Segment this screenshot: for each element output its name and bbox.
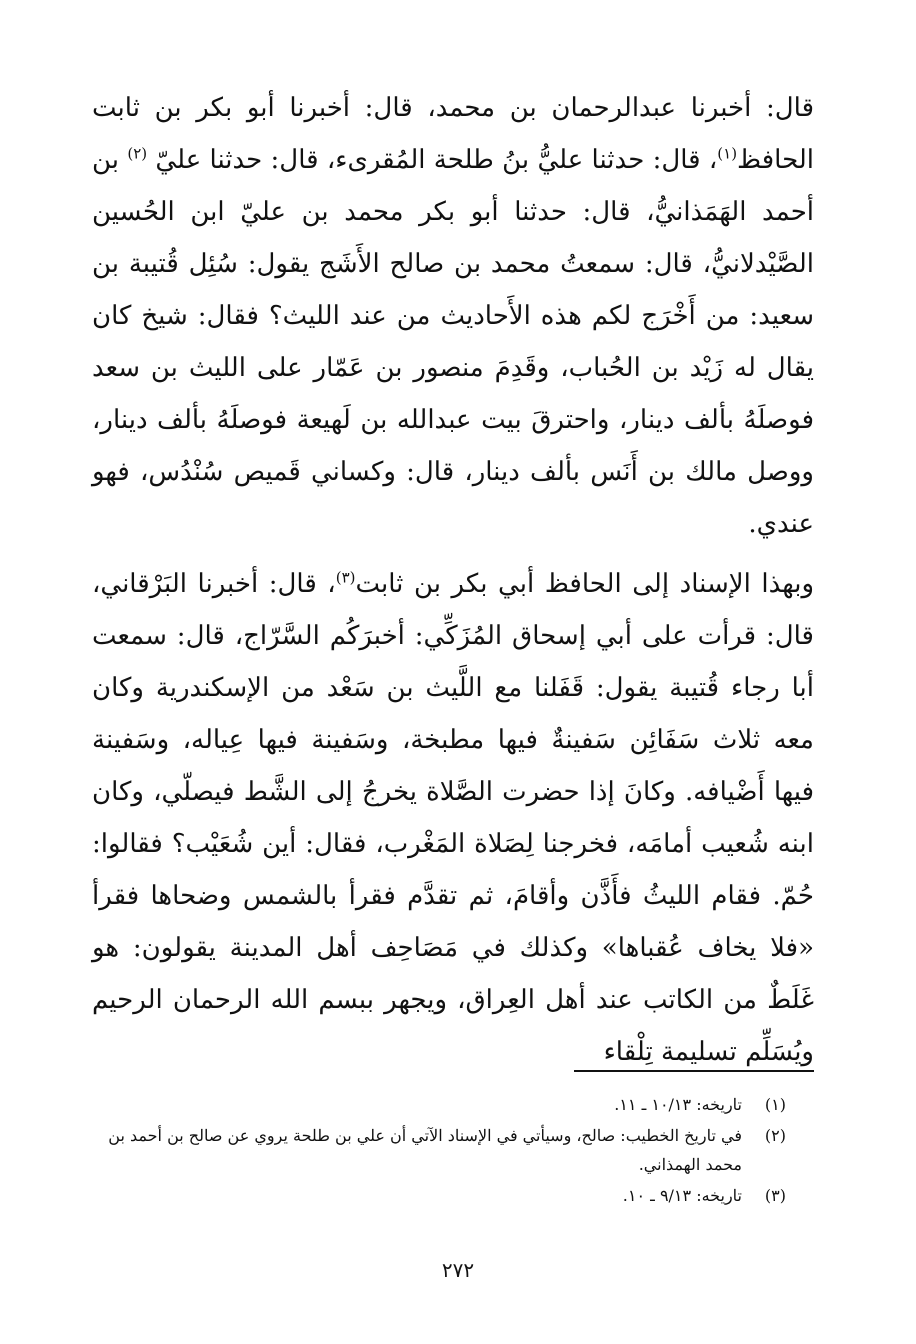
paragraph-2 (92, 558, 814, 1078)
paragraph-2-part-2: ، قال: أخبرنا البَرْقاني، قال: قرأت على أبي إسحاق المُزَكِّي: أخبرَكُم السَّرّاج، قال: سمعت أبا رجاء قُتيبة يقول: قَفَلنا مع اللَّيث بن سَعْد من الإسكندرية وكان معه ثلاث سَفَائِن سَفينةٌ فيها مطبخة، وسَفينة فيها عِياله، وسَفينة فيها أَضْيافه. وكانَ إذا حضرت الصَّلاة يخرجُ إلى الشَّط فيصلّي، وكان ابنه شُعيب أمامَه، فخرجنا لِصَلاة المَغْرب، فقال: أين شُعَيْب؟ فقالوا: حُمّ. فقام الليثُ فأَذَّن وأقامَ، ثم تقدَّم فقرأ بالشمس وضحاها فقرأ «فلا يخاف عُقباها» وكذلك في مَصَاحِف أهل المدينة يقولون: هو غَلَطٌ من الكاتب عند أهل العِراق، ويجهر ببسم الله الرحمان الرحيم ويُسَلِّم تسليمة تِلْقاء (92, 569, 814, 1067)
footnote-number: (٣) (764, 1186, 786, 1205)
footnote-text: في تاريخ الخطيب: صالح، وسيأتي في الإسناد الآتي أن علي بن طلحة يروي عن صالح بن أحمد بن محمد الهمذاني. (108, 1126, 742, 1174)
footnote-number: (٢) (764, 1126, 786, 1145)
footnote-separator (574, 1070, 814, 1072)
footnotes (86, 1090, 786, 1210)
footnote-1 (86, 1090, 786, 1119)
paragraph-1-part-3: بن أحمد الهَمَذانيُّ، قال: حدثنا أبو بكر محمد بن عليّ ابن الحُسين الصَّيْدلانيُّ، قال: سمعتُ محمد بن صالح الأَشَج يقول: سُئِل قُتيبة بن سعيد: من أَخْرَج لكم هذه الأَحاديث من عند الليث؟ فقال: شيخ كان يقال له زَيْد بن الحُباب، وقَدِمَ منصور بن عَمّار على الليث بن سعد فوصلَهُ بألف دينار، واحترقَ بيت عبدالله بن لَهيعة فوصلَهُ بألف دينار، ووصل مالك بن أَنَس بألف دينار، قال: وكساني قَميص سُنْدُس، فهو عندي. (92, 145, 814, 539)
footnote-3 (86, 1181, 786, 1210)
footnote-2 (86, 1121, 786, 1179)
footnote-ref-1: (١) (717, 144, 738, 163)
page-number: ٢٧٢ (441, 1258, 475, 1282)
paragraph-1 (92, 82, 814, 550)
footnote-text: تاريخه: ٩/١٣ ـ ١٠. (622, 1186, 742, 1205)
footnote-ref-3: (٣) (335, 568, 356, 587)
footnote-ref-2: (٢) (127, 144, 148, 163)
paragraph-1-part-2: ، قال: حدثنا عليُّ بنُ طلحة المُقرىء، قال: حدثنا عليّ (147, 145, 718, 175)
paragraph-1-part-1: قال: أخبرنا عبدالرحمان بن محمد، قال: أخبرنا أبو بكر بن ثابت الحافظ (92, 93, 815, 175)
footnote-text: تاريخه: ١٠/١٣ ـ ١١. (614, 1095, 742, 1114)
main-text (92, 82, 814, 1078)
footnote-number: (١) (764, 1095, 786, 1114)
paragraph-2-part-1: وبهذا الإسناد إلى الحافظ أبي بكر بن ثابت (355, 569, 815, 599)
